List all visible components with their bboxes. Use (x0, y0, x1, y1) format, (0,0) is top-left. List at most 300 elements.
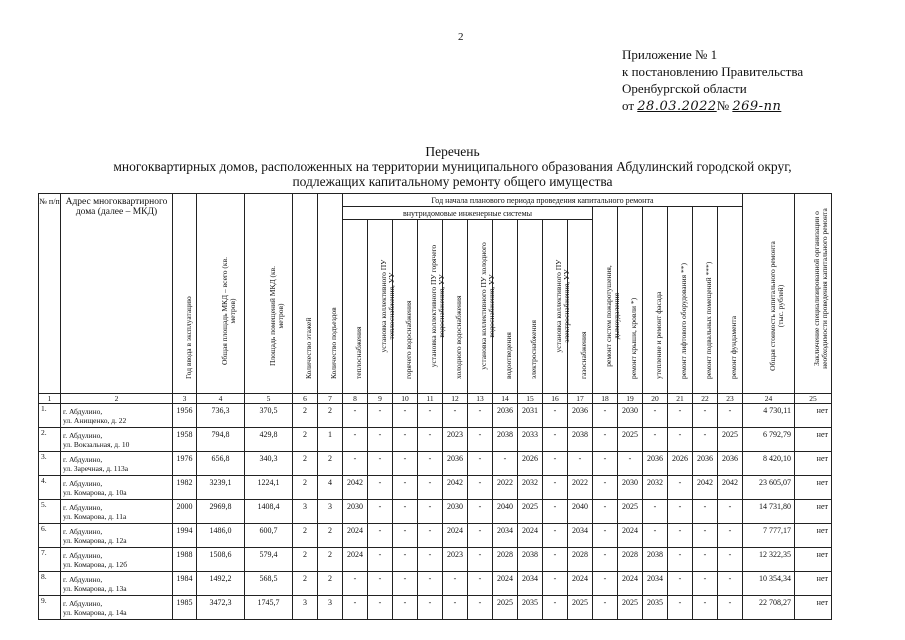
value-cell: - (393, 476, 418, 500)
value-cell: 2 (293, 524, 318, 548)
value-cell: - (543, 476, 568, 500)
value-cell: 2026 (668, 452, 693, 476)
value-cell: 2028 (568, 548, 593, 572)
value-cell: 2022 (493, 476, 518, 500)
value-cell: - (418, 404, 443, 428)
value-cell: 3 (293, 500, 318, 524)
value-cell: 4 730,11 (743, 404, 795, 428)
value-cell: - (468, 572, 493, 596)
value-cell: 1408,4 (245, 500, 293, 524)
address-cell (61, 452, 173, 476)
value-cell: - (543, 596, 568, 620)
value-cell: 568,5 (245, 572, 293, 596)
address-city: г. Абдулино, (63, 502, 103, 512)
address-city: г. Абдулино, (63, 574, 103, 584)
value-cell: 2024 (618, 524, 643, 548)
header-heating: теплоснабжения (354, 326, 363, 379)
value-cell: 1745,7 (245, 596, 293, 620)
value-cell: 736,3 (197, 404, 245, 428)
column-number-row (39, 394, 832, 404)
header-year-built: Год ввода в эксплуатацию (183, 296, 193, 379)
heading-title: Перечень (425, 144, 480, 159)
address-cell (61, 572, 173, 596)
header-total-cost: Общая стоимость капитального ремонта (тыс. рублей) (767, 241, 785, 371)
header-electricity-meter: установка коллективного ПУ электроснабжения, УУ (554, 259, 571, 353)
value-cell: - (343, 596, 368, 620)
header-hot-water: горячего водоснабжения (404, 300, 413, 379)
column-number-cell: 12 (443, 394, 468, 404)
document-heading (0, 144, 905, 189)
value-cell: 1958 (173, 428, 197, 452)
value-cell: - (418, 548, 443, 572)
column-number-cell: 20 (643, 394, 668, 404)
row-number: 7. (39, 548, 61, 572)
value-cell: 1984 (173, 572, 197, 596)
column-number-cell: 19 (618, 394, 643, 404)
column-number-cell: 7 (318, 394, 343, 404)
value-cell: - (693, 428, 718, 452)
header-fire: ремонт систем пожаротушения, дымоудаления (604, 265, 621, 367)
value-cell: нет (795, 452, 832, 476)
appendix-number: 269-пп (732, 99, 782, 114)
column-number-cell: 9 (368, 394, 393, 404)
value-cell: 2023 (443, 428, 468, 452)
value-cell: 2042 (718, 476, 743, 500)
value-cell: 2036 (568, 404, 593, 428)
value-cell: 2040 (568, 500, 593, 524)
value-cell: - (393, 524, 418, 548)
address-cell (61, 596, 173, 620)
value-cell: 2032 (643, 476, 668, 500)
appendix-line-1: Приложение № 1 (622, 47, 718, 62)
value-cell: - (368, 404, 393, 428)
table-row (39, 428, 832, 452)
value-cell: 3472,3 (197, 596, 245, 620)
column-number-cell: 3 (173, 394, 197, 404)
value-cell: нет (795, 428, 832, 452)
header-num: № п/п (39, 194, 61, 394)
value-cell: нет (795, 500, 832, 524)
value-cell: - (693, 524, 718, 548)
address-cell (61, 404, 173, 428)
value-cell: - (543, 428, 568, 452)
value-cell: - (468, 404, 493, 428)
value-cell: 2035 (518, 596, 543, 620)
value-cell: - (418, 524, 443, 548)
value-cell: 2023 (443, 548, 468, 572)
value-cell: 2040 (493, 500, 518, 524)
row-number: 1. (39, 404, 61, 428)
value-cell: 14 731,80 (743, 500, 795, 524)
value-cell: 2024 (568, 572, 593, 596)
value-cell: 7 777,17 (743, 524, 795, 548)
value-cell: - (393, 596, 418, 620)
column-number-cell: 6 (293, 394, 318, 404)
value-cell: 2038 (493, 428, 518, 452)
row-number: 2. (39, 428, 61, 452)
value-cell: 2 (293, 404, 318, 428)
value-cell: - (468, 596, 493, 620)
value-cell: 2036 (718, 452, 743, 476)
header-facade: утепление и ремонт фасада (654, 291, 663, 379)
header-heating-meter: установка коллективного ПУ теплоснабжения, УУ (379, 259, 396, 353)
value-cell: 1508,6 (197, 548, 245, 572)
value-cell: 2042 (443, 476, 468, 500)
address-street: ул. Комарова, д. 13а (63, 583, 127, 593)
row-number: 6. (39, 524, 61, 548)
value-cell: 2024 (618, 572, 643, 596)
value-cell: 2030 (618, 404, 643, 428)
value-cell: - (668, 524, 693, 548)
value-cell: - (443, 572, 468, 596)
row-number: 5. (39, 500, 61, 524)
value-cell: - (693, 548, 718, 572)
value-cell: - (643, 524, 668, 548)
value-cell: 3239,1 (197, 476, 245, 500)
value-cell: - (468, 500, 493, 524)
value-cell: - (718, 572, 743, 596)
table-row (39, 404, 832, 428)
value-cell: 2025 (618, 428, 643, 452)
value-cell: нет (795, 404, 832, 428)
address-city: г. Абдулино, (63, 550, 103, 560)
column-number-cell: 17 (568, 394, 593, 404)
value-cell: - (693, 572, 718, 596)
value-cell: - (593, 476, 618, 500)
value-cell: 2 (318, 548, 343, 572)
value-cell: 2 (293, 572, 318, 596)
appendix-line-3: Оренбургской области (622, 81, 747, 96)
value-cell: - (668, 404, 693, 428)
value-cell: - (593, 500, 618, 524)
value-cell: - (418, 572, 443, 596)
header-cold-water: холодного водоснабжения (454, 295, 463, 379)
value-cell: - (618, 452, 643, 476)
value-cell: 1994 (173, 524, 197, 548)
address-cell (61, 500, 173, 524)
column-number-cell: 4 (197, 394, 245, 404)
value-cell: - (368, 572, 393, 596)
value-cell: - (418, 452, 443, 476)
column-number-cell: 23 (718, 394, 743, 404)
value-cell: 2036 (493, 404, 518, 428)
value-cell: 2025 (618, 596, 643, 620)
header-cold-water-meter: установка коллективного ПУ холодного водоснабжения, УУ (479, 242, 496, 370)
header-foundation: ремонт фундамента (729, 315, 738, 379)
column-number-cell: 14 (493, 394, 518, 404)
column-number-cell: 8 (343, 394, 368, 404)
address-street: ул. Комарова, д. 12а (63, 535, 127, 545)
value-cell: 2031 (518, 404, 543, 428)
heading-line-2: многоквартирных домов, расположенных на территории муниципального образования Абдулинский городской округ, (113, 159, 792, 174)
value-cell: - (468, 548, 493, 572)
page-number: 2 (458, 31, 464, 43)
value-cell: - (643, 428, 668, 452)
header-elevator: ремонт лифтового оборудования **) (679, 263, 688, 379)
value-cell: 1224,1 (245, 476, 293, 500)
value-cell: - (543, 548, 568, 572)
value-cell: 2 (293, 476, 318, 500)
value-cell: 2 (318, 452, 343, 476)
value-cell: 2034 (493, 524, 518, 548)
value-cell: нет (795, 476, 832, 500)
value-cell: 2030 (343, 500, 368, 524)
value-cell: 2 (318, 404, 343, 428)
value-cell: 2038 (518, 548, 543, 572)
column-number-cell: 18 (593, 394, 618, 404)
header-hot-water-meter: установка коллективного ПУ горячего водоснабжения, УУ (429, 244, 446, 368)
value-cell: 2038 (568, 428, 593, 452)
column-number-cell: 16 (543, 394, 568, 404)
value-cell: - (368, 548, 393, 572)
value-cell: 1956 (173, 404, 197, 428)
value-cell: 1985 (173, 596, 197, 620)
appendix-number-sign: № (716, 98, 730, 113)
appendix-line-2: к постановлению Правительства (622, 64, 804, 79)
value-cell: 2 (318, 524, 343, 548)
header-total-area: Общая площадь МКД – всего (кв. метров) (219, 257, 237, 365)
value-cell: 2034 (568, 524, 593, 548)
value-cell: 3 (318, 500, 343, 524)
value-cell: 600,7 (245, 524, 293, 548)
value-cell: 2 (293, 548, 318, 572)
value-cell: 2025 (518, 500, 543, 524)
value-cell: 2024 (343, 548, 368, 572)
header-floors: Количество этажей (304, 317, 313, 379)
value-cell: - (568, 452, 593, 476)
value-cell: 2025 (568, 596, 593, 620)
value-cell: 2024 (443, 524, 468, 548)
value-cell: - (718, 404, 743, 428)
value-cell: - (543, 500, 568, 524)
row-number: 9. (39, 596, 61, 620)
value-cell: 2030 (443, 500, 468, 524)
address-street: ул. Заречная, д. 113а (63, 463, 129, 473)
value-cell: 2024 (343, 524, 368, 548)
value-cell: - (368, 524, 393, 548)
header-conclusion: Заключение специализированной организации о необходимости проведения капитального ремонта (812, 208, 829, 369)
column-number-cell: 13 (468, 394, 493, 404)
value-cell: 2038 (643, 548, 668, 572)
value-cell: - (668, 428, 693, 452)
value-cell: - (543, 452, 568, 476)
header-entrances: Количество подъездов (329, 307, 338, 379)
row-number: 3. (39, 452, 61, 476)
value-cell: 340,3 (245, 452, 293, 476)
value-cell: 2024 (493, 572, 518, 596)
value-cell: - (368, 428, 393, 452)
value-cell: 6 792,79 (743, 428, 795, 452)
value-cell: - (418, 596, 443, 620)
value-cell: 2028 (618, 548, 643, 572)
value-cell: 3 (293, 596, 318, 620)
value-cell: 794,8 (197, 428, 245, 452)
value-cell: - (393, 572, 418, 596)
value-cell: - (393, 548, 418, 572)
value-cell: - (418, 500, 443, 524)
value-cell: 2036 (443, 452, 468, 476)
value-cell: - (493, 452, 518, 476)
value-cell: 2024 (518, 524, 543, 548)
heading-line-3: подлежащих капитальному ремонту общего имущества (292, 174, 613, 189)
value-cell: - (393, 404, 418, 428)
address-city: г. Абдулино, (63, 454, 103, 464)
value-cell: 2042 (693, 476, 718, 500)
column-number-cell: 24 (743, 394, 795, 404)
value-cell: 2025 (718, 428, 743, 452)
address-city: г. Абдулино, (63, 430, 103, 440)
value-cell: - (718, 548, 743, 572)
column-number-cell: 25 (795, 394, 832, 404)
value-cell: 2 (293, 428, 318, 452)
value-cell: нет (795, 596, 832, 620)
value-cell: - (668, 572, 693, 596)
value-cell: - (393, 428, 418, 452)
value-cell: 370,5 (245, 404, 293, 428)
column-number-cell: 11 (418, 394, 443, 404)
value-cell: 2032 (518, 476, 543, 500)
value-cell: - (718, 500, 743, 524)
value-cell: - (368, 500, 393, 524)
header-drainage: водоотведения (504, 332, 513, 379)
value-cell: - (343, 452, 368, 476)
table-row (39, 524, 832, 548)
appendix-block (622, 46, 803, 115)
value-cell: - (718, 524, 743, 548)
value-cell: - (468, 524, 493, 548)
value-cell: 579,4 (245, 548, 293, 572)
column-number-cell: 10 (393, 394, 418, 404)
header-gas: газоснабжения (579, 331, 588, 379)
value-cell: нет (795, 524, 832, 548)
address-cell (61, 524, 173, 548)
value-cell: 2035 (643, 596, 668, 620)
value-cell: - (343, 572, 368, 596)
table-row (39, 548, 832, 572)
value-cell: 2033 (518, 428, 543, 452)
value-cell: 2034 (518, 572, 543, 596)
value-cell: - (443, 596, 468, 620)
table-row (39, 476, 832, 500)
value-cell: - (643, 404, 668, 428)
value-cell: - (593, 548, 618, 572)
value-cell: 3 (318, 596, 343, 620)
value-cell: - (543, 572, 568, 596)
value-cell: - (668, 476, 693, 500)
value-cell: 2025 (493, 596, 518, 620)
value-cell: - (593, 452, 618, 476)
value-cell: 2 (293, 452, 318, 476)
column-number-cell: 1 (39, 394, 61, 404)
value-cell: - (718, 596, 743, 620)
value-cell: 22 708,27 (743, 596, 795, 620)
value-cell: нет (795, 548, 832, 572)
address-city: г. Абдулино, (63, 526, 103, 536)
header-plan-period: Год начала планового периода проведения капитального ремонта (343, 194, 743, 207)
value-cell: 8 420,10 (743, 452, 795, 476)
value-cell: 2036 (693, 452, 718, 476)
row-number: 4. (39, 476, 61, 500)
table-row (39, 572, 832, 596)
address-cell (61, 548, 173, 572)
value-cell: 2 (318, 572, 343, 596)
value-cell: 2026 (518, 452, 543, 476)
appendix-date: 28.03.2022 (637, 99, 717, 114)
value-cell: 429,8 (245, 428, 293, 452)
table-row (39, 500, 832, 524)
table-body (39, 394, 832, 620)
value-cell: 2022 (568, 476, 593, 500)
table-row (39, 596, 832, 620)
value-cell: 2025 (618, 500, 643, 524)
value-cell: 1976 (173, 452, 197, 476)
value-cell: 2034 (643, 572, 668, 596)
value-cell: 656,8 (197, 452, 245, 476)
value-cell: - (418, 476, 443, 500)
value-cell: - (593, 524, 618, 548)
value-cell: 2969,8 (197, 500, 245, 524)
address-street: ул. Комарова, д. 10а (63, 487, 127, 497)
value-cell: - (368, 476, 393, 500)
address-street: ул. Анищенко, д. 22 (63, 415, 127, 425)
value-cell: 2030 (618, 476, 643, 500)
address-city: г. Абдулино, (63, 406, 103, 416)
value-cell: - (468, 476, 493, 500)
value-cell: 1486,0 (197, 524, 245, 548)
column-number-cell: 5 (245, 394, 293, 404)
value-cell: - (593, 404, 618, 428)
column-number-cell: 15 (518, 394, 543, 404)
address-street: ул. Комарова, д. 11а (63, 511, 127, 521)
address-cell (61, 476, 173, 500)
value-cell: - (368, 596, 393, 620)
value-cell: - (443, 404, 468, 428)
buildings-table (38, 193, 832, 620)
value-cell: 1492,2 (197, 572, 245, 596)
appendix-date-prefix: от (622, 98, 635, 113)
value-cell: - (593, 428, 618, 452)
value-cell: 2000 (173, 500, 197, 524)
value-cell: нет (795, 572, 832, 596)
header-basement: ремонт подвальных помещений ***) (704, 261, 713, 379)
value-cell: 1 (318, 428, 343, 452)
value-cell: 1982 (173, 476, 197, 500)
value-cell: 10 354,34 (743, 572, 795, 596)
value-cell: 2036 (643, 452, 668, 476)
value-cell: - (668, 596, 693, 620)
value-cell: - (593, 596, 618, 620)
value-cell: 23 605,07 (743, 476, 795, 500)
value-cell: - (368, 452, 393, 476)
appendix-line-4 (622, 97, 803, 115)
value-cell: - (643, 500, 668, 524)
value-cell: - (668, 548, 693, 572)
value-cell: - (693, 500, 718, 524)
header-engineering: внутридомовые инженерные системы (343, 207, 593, 220)
header-premises-area: Площадь помещений МКД (кв. метров) (267, 265, 285, 367)
header-address: Адрес многоквартирного дома (далее – МКД) (61, 194, 173, 394)
header-roof: ремонт крыши, кровли *) (629, 297, 638, 379)
row-number: 8. (39, 572, 61, 596)
value-cell: - (543, 524, 568, 548)
address-street: ул. Вокзальная, д. 10 (63, 439, 130, 449)
header-electricity: электроснабжения (529, 320, 538, 379)
address-city: г. Абдулино, (63, 478, 103, 488)
address-cell (61, 428, 173, 452)
value-cell: - (393, 500, 418, 524)
column-number-cell: 2 (61, 394, 173, 404)
value-cell: - (468, 452, 493, 476)
